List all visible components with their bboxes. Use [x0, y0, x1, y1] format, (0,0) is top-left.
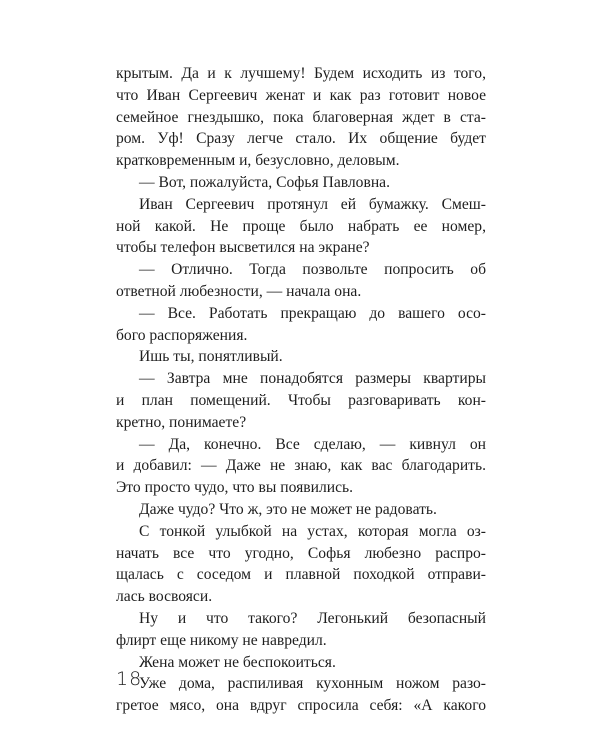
text-line: чтобы телефон высветился на экране? — [116, 239, 370, 257]
text-line: кратковременным и, безусловно, деловым. — [116, 152, 400, 170]
text-line: ответной любезности, — начала она. — [116, 282, 362, 300]
text-line: ной какой. Не проще было набрать ее номер, — [116, 217, 486, 235]
text-line: Ну и что такого? Легонький безопасный — [139, 609, 486, 627]
text-line: флирт еще никому не навредил. — [116, 631, 327, 649]
text-line: Это просто чудо, что вы появились. — [116, 479, 354, 497]
text-line: Ишь ты, понятливый. — [139, 348, 283, 366]
text-line: щалась с соседом и плавной походкой отправи- — [116, 566, 486, 584]
text-line: и план помещений. Чтобы разговаривать кон- — [116, 391, 486, 409]
text-line: кретно, понимаете? — [116, 413, 247, 431]
text-line: — Вот, пожалуйста, Софья Павловна. — [139, 173, 391, 191]
text-line: — Завтра мне понадобятся размеры квартиры — [139, 370, 486, 388]
text-line: семейное гнездышко, пока благоверная ждет в ста- — [116, 108, 486, 126]
text-line: Жена может не беспокоиться. — [139, 653, 336, 671]
text-line: Иван Сергеевич протянул ей бумажку. Смеш- — [139, 195, 486, 213]
text-line: крытым. Да и к лучшему! Будем исходить из того, — [116, 65, 486, 82]
text-line: Даже чудо? Что ж, это не может не радовать. — [139, 500, 437, 518]
text-line: и добавил: — Даже не знаю, как вас благодарить. — [116, 457, 486, 475]
text-line: гретое мясо, она вдруг спросила себя: «А какого — [116, 697, 486, 715]
text-line: Уже дома, распиливая кухонным ножом разо- — [139, 675, 486, 693]
page-text-block — [116, 63, 486, 717]
text-line: лась восвояси. — [116, 588, 213, 606]
text-line: начать все что угодно, Софья любезно распро- — [116, 544, 486, 562]
text-line: — Да, конечно. Все сделаю, — кивнул он — [139, 435, 486, 453]
text-line: — Отлично. Тогда позвольте попросить об — [139, 261, 486, 279]
text-line: С тонкой улыбкой на устах, которая могла оз- — [139, 522, 486, 540]
text-line: — Все. Работать прекращаю до вашего осо- — [139, 304, 486, 322]
text-line: ром. Уф! Сразу легче стало. Их общение будет — [116, 130, 486, 148]
page-number: 18 — [116, 668, 143, 690]
text-line: бого распоряжения. — [116, 326, 248, 344]
text-line: что Иван Сергеевич женат и как раз готовит новое — [116, 86, 486, 104]
